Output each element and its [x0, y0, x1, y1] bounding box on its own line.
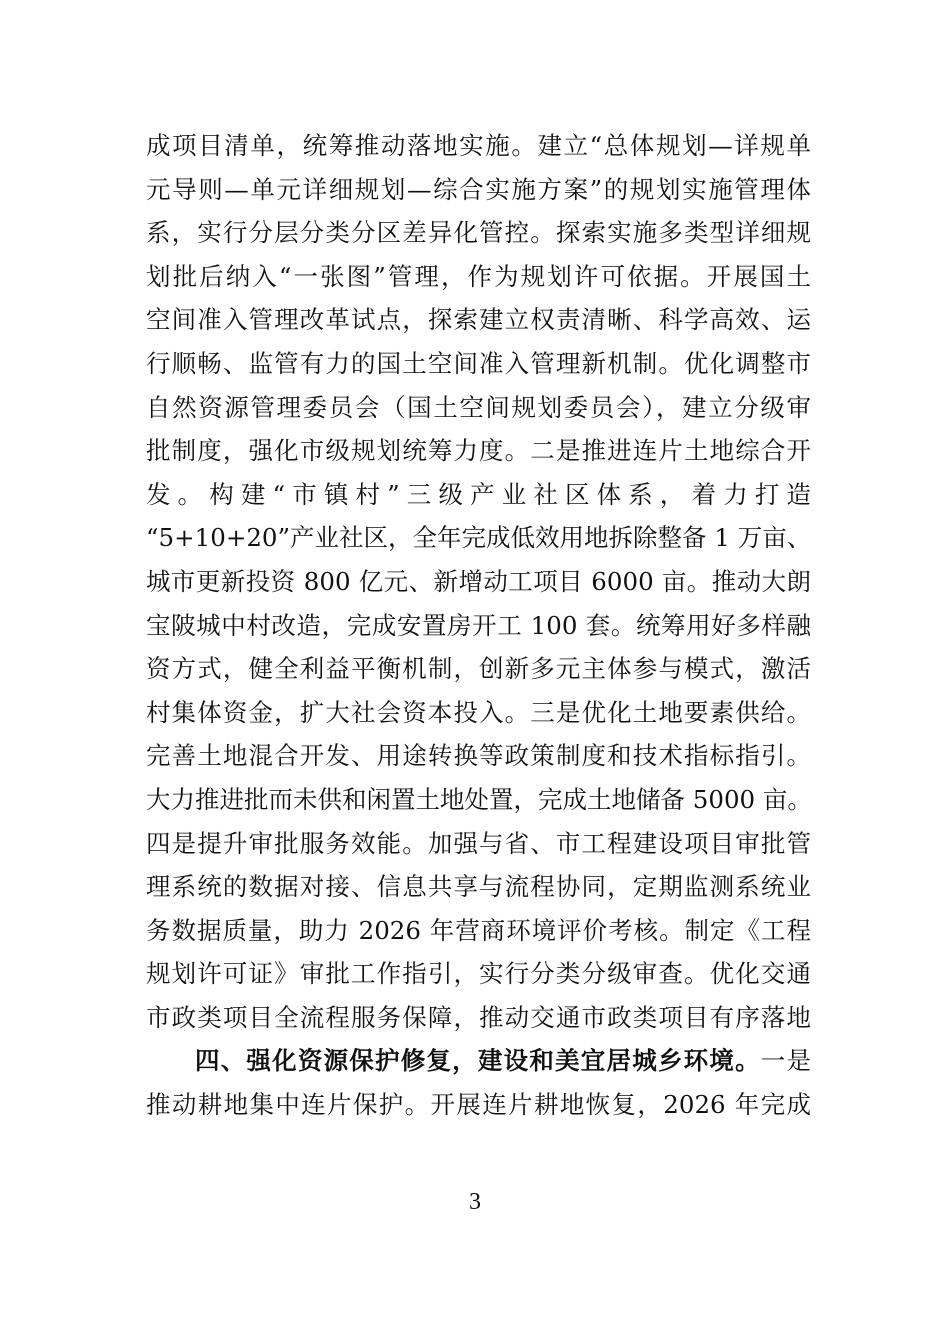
section-heading-line [146, 1039, 811, 1083]
text-line: 村集体资金，扩大社会资本投入。三是优化土地要素供给。 [146, 697, 811, 727]
text-line: 系，实行分层分类分区差异化管控。探索实施多类型详细规 [146, 218, 811, 248]
text-line: 四是提升审批服务效能。加强与省、市工程建设项目审批管 [146, 828, 811, 858]
text-line: 自然资源管理委员会（国土空间规划委员会），建立分级审 [146, 392, 811, 422]
text-line: 资方式，健全利益平衡机制，创新多元主体参与模式，激活 [146, 654, 811, 684]
text-line: 批制度，强化市级规划统筹力度。二是推进连片土地综合开 [146, 436, 811, 466]
text-line: 理系统的数据对接、信息共享与流程协同，定期监测系统业 [146, 872, 811, 902]
text-line: 务数据质量，助力 2026 年营商环境评价考核。制定《工程 [146, 915, 811, 945]
section-heading: 四、强化资源保护修复，建设和美宜居城乡环境。 [195, 1046, 761, 1076]
text-line: 推动耕地集中连片保护。开展连片耕地恢复，2026 年完成 [146, 1090, 811, 1120]
text-line: 市政类项目全流程服务保障，推动交通市政类项目有序落地 [146, 1002, 811, 1032]
page-number: 3 [469, 1189, 481, 1215]
text-line: “5+10+20”产业社区，全年完成低效用地拆除整备 1 万亩、 [146, 523, 812, 553]
text-line: 成项目清单，统筹推动落地实施。建立“总体规划—详规单 [146, 131, 811, 160]
text-line: 行顺畅、监管有力的国土空间准入管理新机制。优化调整市 [146, 348, 811, 378]
text-line: 城市更新投资 800 亿元、新增动工项目 6000 亩。推动大朗 [146, 566, 811, 596]
text-line: 空间准入管理改革试点，探索建立权责清晰、科学高效、运 [146, 305, 811, 335]
body-text [146, 124, 811, 1127]
text-line: 元导则—单元详细规划—综合实施方案”的规划实施管理体 [146, 174, 811, 204]
text-line: 宝陂城中村改造，完成安置房开工 100 套。统筹用好多样融 [146, 610, 811, 640]
text-line: 规划许可证》审批工作指引，实行分类分级审查。优化交通 [146, 959, 811, 989]
text-line: 大力推进批而未供和闲置土地处置，完成土地储备 5000 亩。 [146, 784, 812, 814]
text-line: 发。构建“市镇村”三级产业社区体系，着力打造 [146, 479, 811, 509]
text-line: 完善土地混合开发、用途转换等政策制度和技术指标指引。 [146, 741, 811, 771]
section-heading-tail: 一是 [760, 1046, 811, 1076]
text-line: 划批后纳入“一张图”管理，作为规划许可依据。开展国土 [146, 261, 811, 291]
